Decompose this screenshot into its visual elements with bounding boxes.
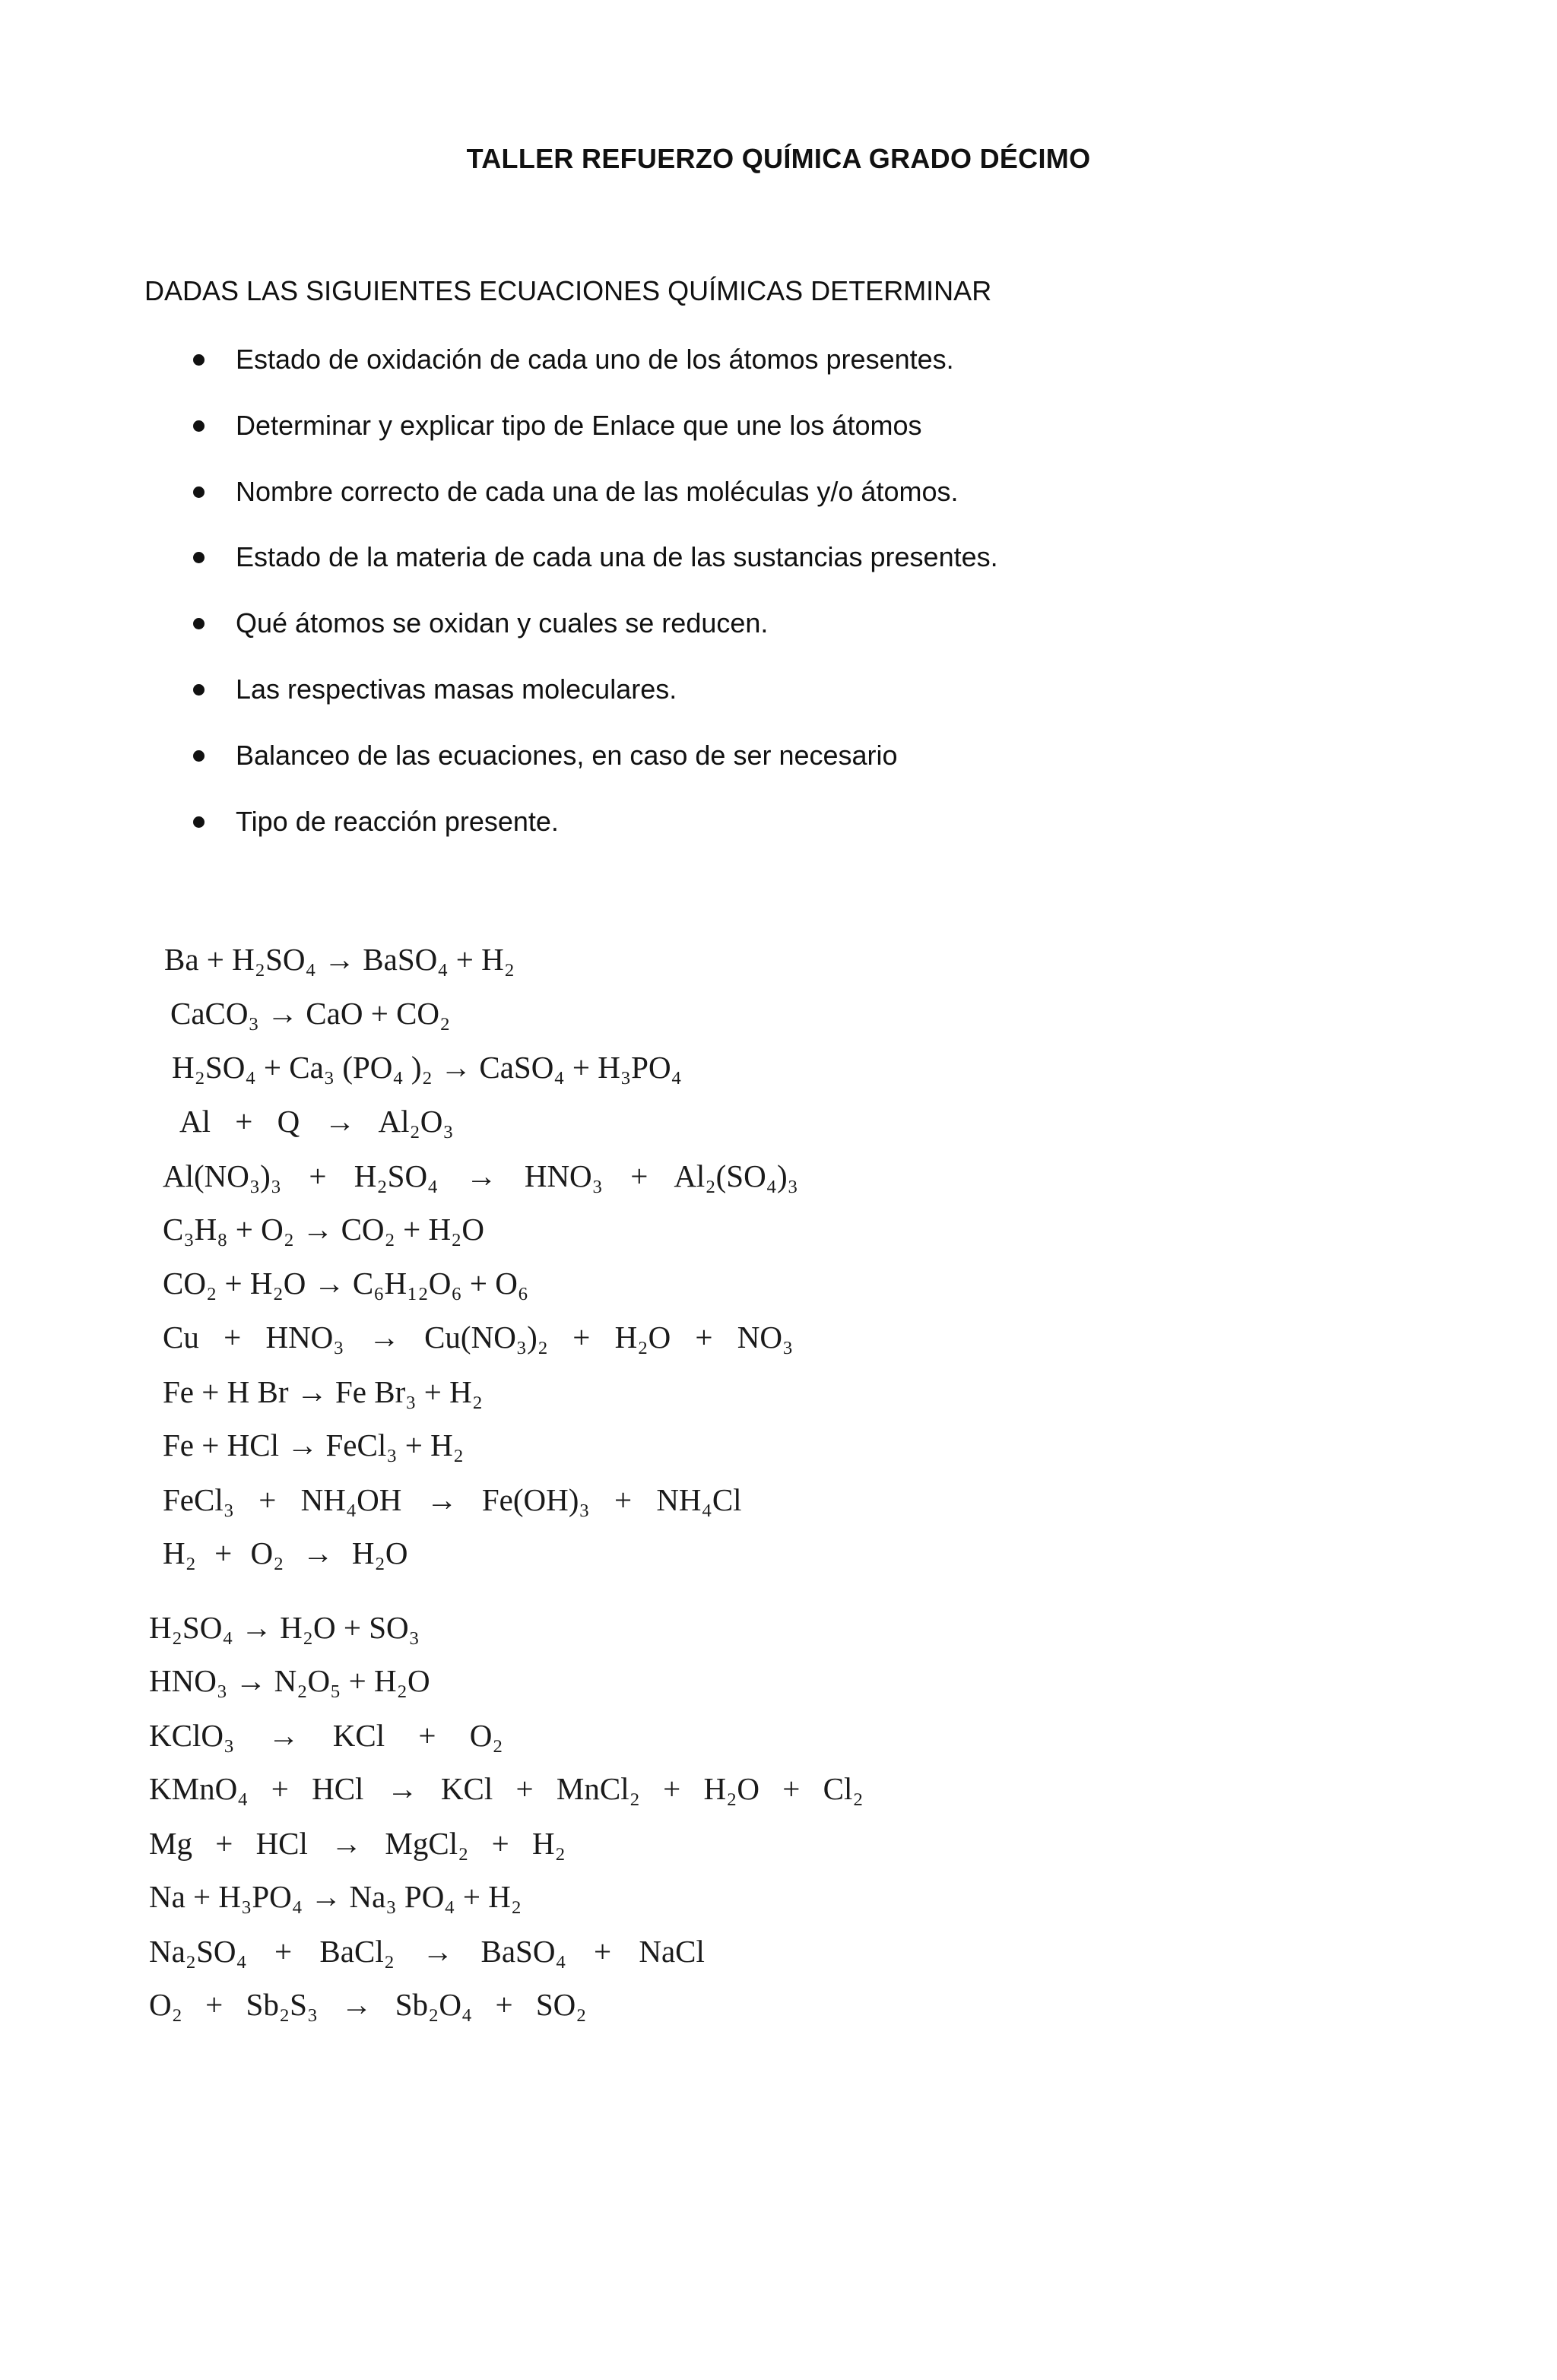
chemical-equation: H₂SO₄ → H₂O + SO₃ xyxy=(149,1610,420,1645)
chemical-equation: Fe + H Br → Fe Br₃ + H₂ xyxy=(163,1374,484,1409)
list-item-text: Las respectivas masas moleculares. xyxy=(236,673,677,705)
chemical-equation: H₂ + O₂ → H₂O xyxy=(163,1535,408,1570)
list-item-text: Tipo de reacción presente. xyxy=(236,805,559,837)
chemical-equation: Na₂SO₄ + BaCl₂ → BaSO₄ + NaCl xyxy=(149,1934,705,1969)
list-item-text: Estado de la materia de cada una de las sustancias presentes. xyxy=(236,541,998,573)
bullet-icon xyxy=(193,750,205,762)
chemical-equation: Fe + HCl → FeCl₃ + H₂ xyxy=(163,1428,465,1463)
list-item-text: Balanceo de las ecuaciones, en caso de ser necesario xyxy=(236,739,898,771)
bullet-icon xyxy=(193,618,205,629)
document-title: TALLER REFUERZO QUÍMICA GRADO DÉCIMO xyxy=(466,143,1091,174)
list-item-text: Estado de oxidación de cada uno de los átomos presentes. xyxy=(236,344,954,375)
instructions-heading: DADAS LAS SIGUIENTES ECUACIONES QUÍMICAS DETERMINAR xyxy=(144,275,992,306)
chemical-equation: O₂ + Sb₂S₃ → Sb₂O₄ + SO₂ xyxy=(149,1987,587,2022)
chemical-equation: KMnO₄ + HCl → KCl + MnCl₂ + H₂O + Cl₂ xyxy=(149,1771,864,1806)
chemical-equation: FeCl₃ + NH₄OH → Fe(OH)₃ + NH₄Cl xyxy=(163,1482,742,1517)
bullet-icon xyxy=(193,354,205,366)
chemical-equation: CaCO₃ → CaO + CO₂ xyxy=(170,996,451,1031)
chemical-equation: Mg + HCl → MgCl₂ + H₂ xyxy=(149,1826,566,1861)
chemical-equation: Cu + HNO₃ → Cu(NO₃)₂ + H₂O + NO₃ xyxy=(163,1320,794,1355)
bullet-icon xyxy=(193,486,205,498)
chemical-equation: H₂SO₄ + Ca₃ (PO₄ )₂ → CaSO₄ + H₃PO₄ xyxy=(172,1050,682,1085)
chemical-equation: Al(NO₃)₃ + H₂SO₄ → HNO₃ + Al₂(SO₄)₃ xyxy=(163,1158,798,1193)
bullet-icon xyxy=(193,684,205,696)
bullet-icon xyxy=(193,552,205,563)
list-item-text: Qué átomos se oxidan y cuales se reducen. xyxy=(236,607,769,639)
list-item-text: Nombre correcto de cada una de las moléculas y/o átomos. xyxy=(236,475,959,507)
chemical-equation: HNO₃ → N₂O₅ + H₂O xyxy=(149,1663,430,1698)
chemical-equation: KClO₃ → KCl + O₂ xyxy=(149,1718,503,1753)
chemical-equation: CO₂ + H₂O → C₆H₁₂O₆ + O₆ xyxy=(163,1266,529,1301)
bullet-icon xyxy=(193,420,205,432)
chemical-equation: C₃H₈ + O₂ → CO₂ + H₂O xyxy=(163,1212,484,1247)
bullet-icon xyxy=(193,816,205,828)
chemical-equation: Na + H₃PO₄ → Na₃ PO₄ + H₂ xyxy=(149,1879,522,1914)
list-item-text: Determinar y explicar tipo de Enlace que une los átomos xyxy=(236,409,922,441)
chemical-equation: Al + Q → Al₂O₃ xyxy=(179,1104,454,1139)
chemical-equation: Ba + H₂SO₄ → BaSO₄ + H₂ xyxy=(164,942,515,977)
